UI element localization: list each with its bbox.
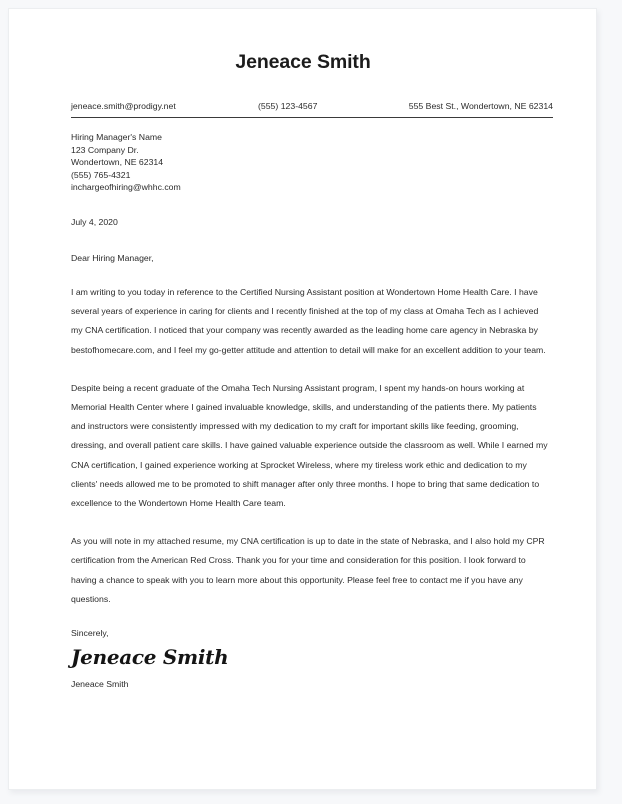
letter-date: July 4, 2020: [71, 216, 118, 227]
body-paragraph: I am writing to you today in reference to the Certified Nursing Assistant position at Wondertown Home Health Care. I have several years of experience in caring for clients and I recently finished at the top of my class at Omaha Tech as I achieved my CNA certification. I noticed that your company was recently awarded as the leading home care agency in Nebraska by bestofhomecare.com, and I feel my go-getter attitude and attention to detail will make for an excellent addition to your team.: [71, 286, 546, 355]
header-divider: [71, 117, 553, 118]
recipient-phone: (555) 765-4321: [71, 169, 131, 180]
recipient-email: inchargeofhiring@whhc.com: [71, 182, 181, 193]
recipient-name: Hiring Manager's Name: [71, 132, 162, 142]
signed-name: Jeneace Smith: [71, 679, 129, 690]
document-page: [8, 8, 597, 790]
letter-closing: Sincerely,: [71, 628, 109, 639]
page-title: Jeneace Smith: [235, 51, 371, 73]
recipient-block: [71, 131, 553, 194]
recipient-city: Wondertown, NE 62314: [71, 157, 164, 168]
contact-address: 555 Best St., Wondertown, NE 62314: [408, 101, 553, 111]
recipient-street: 123 Company Dr.: [71, 144, 139, 155]
contact-phone: (555) 123-4567: [258, 101, 318, 111]
body-paragraph: As you will note in my attached resume, my CNA certification is up to date in the state of Nebraska, and I also hold my CPR certification from the American Red Cross. Thank you for your time and consideration for this position. I look forward to having a chance to speak with you to learn more about this opportunity. Please feel free to contact me if you have any questions.: [71, 536, 545, 604]
document-content: [9, 9, 596, 689]
letter-body: [71, 283, 553, 609]
signature-script: Jeneace Smith: [71, 645, 229, 670]
body-paragraph: Despite being a recent graduate of the Omaha Tech Nursing Assistant program, I spent my hands-on hours working at Memorial Health Center where I gained invaluable knowledge, skills, and understanding of the patients there. My patients and instructors were consistently impressed with my dedication to my craft for important skills like feeding, grooming, dressing, and overall patient care skills. I have gained valuable experience outside the classroom as well. While I earned my CNA certification, I gained experience working at Sprocket Wireless, where my tireless work ethic and dedication to my clients' needs allowed me to be promoted to shift manager after only three months. I hope to bring that same dedication to excellence to the Wondertown Home Health Care team.: [71, 382, 548, 508]
letter-salutation: Dear Hiring Manager,: [71, 252, 154, 263]
contact-email: jeneace.smith@prodigy.net: [71, 101, 176, 111]
contact-row: [71, 101, 553, 111]
